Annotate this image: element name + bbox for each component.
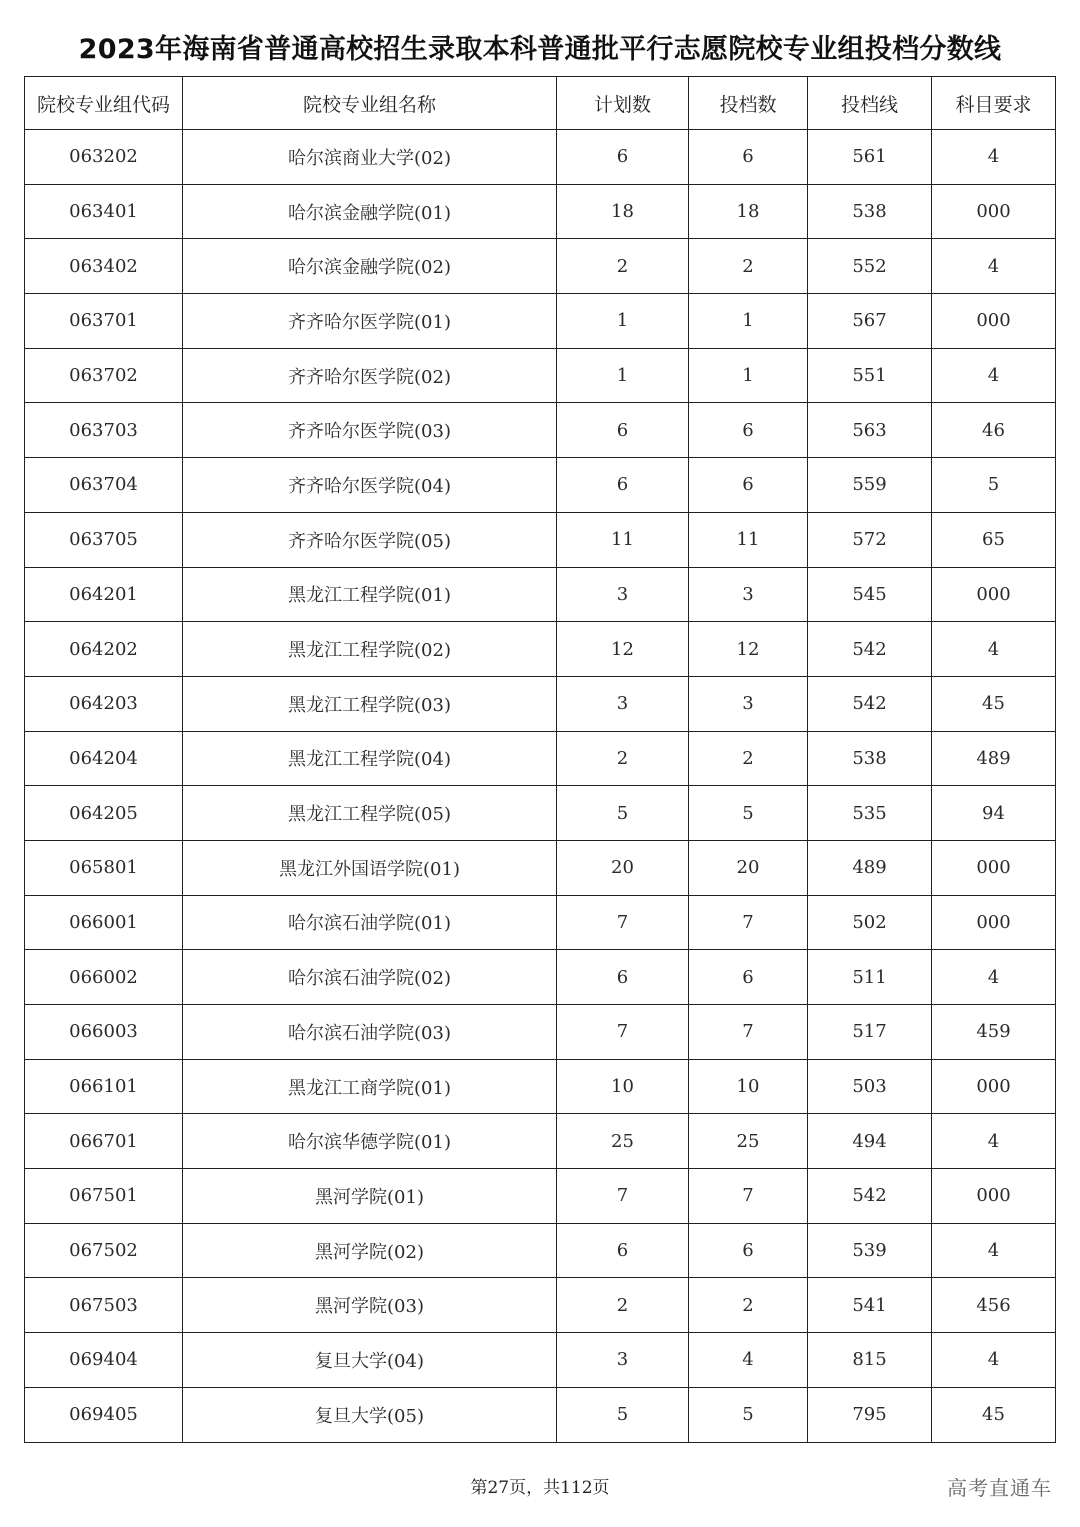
cell-group-name: 黑龙江外国语学院(01)	[183, 840, 557, 895]
table-row	[25, 1169, 1056, 1224]
cell-group-code: 064204	[25, 731, 183, 786]
cell-cutoff-score: 795	[808, 1387, 932, 1442]
cell-group-code: 067503	[25, 1278, 183, 1333]
cell-group-name: 哈尔滨石油学院(03)	[183, 1005, 557, 1060]
cell-subject-requirement: 4	[932, 1223, 1056, 1278]
cell-cutoff-score: 542	[808, 622, 932, 677]
column-header-admitted-count: 投档数	[689, 77, 808, 130]
cell-admitted-count: 3	[689, 567, 808, 622]
table-body	[25, 130, 1056, 1443]
cell-group-code: 063401	[25, 184, 183, 239]
cell-plan-count: 7	[557, 1005, 689, 1060]
cell-group-code: 064203	[25, 676, 183, 731]
table-row	[25, 130, 1056, 185]
cell-subject-requirement: 000	[932, 840, 1056, 895]
cell-subject-requirement: 489	[932, 731, 1056, 786]
table-row	[25, 348, 1056, 403]
cell-plan-count: 6	[557, 458, 689, 513]
cell-admitted-count: 2	[689, 1278, 808, 1333]
cell-admitted-count: 4	[689, 1333, 808, 1388]
table-row	[25, 950, 1056, 1005]
cell-subject-requirement: 65	[932, 512, 1056, 567]
table-row	[25, 458, 1056, 513]
cell-group-name: 齐齐哈尔医学院(01)	[183, 294, 557, 349]
table-row	[25, 840, 1056, 895]
cell-admitted-count: 12	[689, 622, 808, 677]
cell-plan-count: 6	[557, 403, 689, 458]
cell-admitted-count: 6	[689, 950, 808, 1005]
cell-admitted-count: 18	[689, 184, 808, 239]
cell-cutoff-score: 538	[808, 184, 932, 239]
cell-plan-count: 3	[557, 567, 689, 622]
cell-plan-count: 1	[557, 294, 689, 349]
cell-group-code: 063202	[25, 130, 183, 185]
cell-group-name: 哈尔滨石油学院(02)	[183, 950, 557, 1005]
cell-group-code: 063702	[25, 348, 183, 403]
cell-admitted-count: 25	[689, 1114, 808, 1169]
cell-cutoff-score: 561	[808, 130, 932, 185]
cell-admitted-count: 1	[689, 294, 808, 349]
table-row	[25, 1005, 1056, 1060]
cell-group-name: 齐齐哈尔医学院(05)	[183, 512, 557, 567]
cell-group-code: 067502	[25, 1223, 183, 1278]
cell-admitted-count: 6	[689, 403, 808, 458]
cell-group-code: 066001	[25, 895, 183, 950]
cell-group-code: 066701	[25, 1114, 183, 1169]
cell-group-name: 黑龙江工程学院(02)	[183, 622, 557, 677]
cell-subject-requirement: 000	[932, 1059, 1056, 1114]
cell-group-name: 齐齐哈尔医学院(04)	[183, 458, 557, 513]
cell-subject-requirement: 5	[932, 458, 1056, 513]
cell-plan-count: 25	[557, 1114, 689, 1169]
cell-admitted-count: 7	[689, 1005, 808, 1060]
cell-subject-requirement: 000	[932, 294, 1056, 349]
cell-group-code: 066101	[25, 1059, 183, 1114]
cell-group-code: 065801	[25, 840, 183, 895]
cell-group-code: 069404	[25, 1333, 183, 1388]
cell-admitted-count: 7	[689, 1169, 808, 1224]
cell-cutoff-score: 503	[808, 1059, 932, 1114]
cell-cutoff-score: 542	[808, 1169, 932, 1224]
cell-cutoff-score: 541	[808, 1278, 932, 1333]
cell-plan-count: 1	[557, 348, 689, 403]
cell-group-code: 066003	[25, 1005, 183, 1060]
cell-subject-requirement: 4	[932, 622, 1056, 677]
cell-group-name: 黑龙江工程学院(03)	[183, 676, 557, 731]
table-row	[25, 512, 1056, 567]
cell-admitted-count: 20	[689, 840, 808, 895]
cell-group-name: 齐齐哈尔医学院(02)	[183, 348, 557, 403]
cell-subject-requirement: 000	[932, 567, 1056, 622]
cell-cutoff-score: 572	[808, 512, 932, 567]
cell-subject-requirement: 4	[932, 130, 1056, 185]
cell-cutoff-score: 538	[808, 731, 932, 786]
cell-group-code: 064201	[25, 567, 183, 622]
cell-subject-requirement: 94	[932, 786, 1056, 841]
cell-plan-count: 11	[557, 512, 689, 567]
cell-plan-count: 6	[557, 1223, 689, 1278]
cell-group-name: 黑龙江工程学院(04)	[183, 731, 557, 786]
cell-cutoff-score: 502	[808, 895, 932, 950]
table-row	[25, 1223, 1056, 1278]
table-row	[25, 895, 1056, 950]
column-header-subject-requirement: 科目要求	[932, 77, 1056, 130]
table-row	[25, 622, 1056, 677]
cell-group-name: 哈尔滨华德学院(01)	[183, 1114, 557, 1169]
score-table	[24, 76, 1056, 1443]
table-row	[25, 1278, 1056, 1333]
cell-group-code: 064205	[25, 786, 183, 841]
cell-cutoff-score: 517	[808, 1005, 932, 1060]
table-row	[25, 239, 1056, 294]
cell-subject-requirement: 45	[932, 1387, 1056, 1442]
cell-plan-count: 6	[557, 950, 689, 1005]
cell-plan-count: 10	[557, 1059, 689, 1114]
cell-group-name: 哈尔滨石油学院(01)	[183, 895, 557, 950]
column-header-group-code: 院校专业组代码	[25, 77, 183, 130]
table-row	[25, 786, 1056, 841]
cell-group-name: 黑龙江工程学院(01)	[183, 567, 557, 622]
cell-group-code: 064202	[25, 622, 183, 677]
cell-subject-requirement: 000	[932, 895, 1056, 950]
cell-group-name: 齐齐哈尔医学院(03)	[183, 403, 557, 458]
cell-admitted-count: 5	[689, 786, 808, 841]
cell-group-code: 063402	[25, 239, 183, 294]
cell-admitted-count: 6	[689, 458, 808, 513]
cell-subject-requirement: 456	[932, 1278, 1056, 1333]
table-row	[25, 1059, 1056, 1114]
table-row	[25, 676, 1056, 731]
cell-admitted-count: 6	[689, 1223, 808, 1278]
table-row	[25, 1333, 1056, 1388]
cell-plan-count: 3	[557, 676, 689, 731]
table-row	[25, 184, 1056, 239]
table-row	[25, 294, 1056, 349]
cell-group-code: 066002	[25, 950, 183, 1005]
cell-cutoff-score: 563	[808, 403, 932, 458]
cell-cutoff-score: 567	[808, 294, 932, 349]
cell-plan-count: 6	[557, 130, 689, 185]
cell-group-name: 复旦大学(05)	[183, 1387, 557, 1442]
cell-group-code: 063701	[25, 294, 183, 349]
cell-group-code: 067501	[25, 1169, 183, 1224]
cell-group-name: 哈尔滨金融学院(02)	[183, 239, 557, 294]
cell-group-code: 063703	[25, 403, 183, 458]
cell-subject-requirement: 000	[932, 184, 1056, 239]
cell-plan-count: 7	[557, 1169, 689, 1224]
header-row	[25, 77, 1056, 130]
cell-cutoff-score: 552	[808, 239, 932, 294]
cell-subject-requirement: 4	[932, 348, 1056, 403]
cell-admitted-count: 6	[689, 130, 808, 185]
cell-plan-count: 2	[557, 731, 689, 786]
cell-cutoff-score: 551	[808, 348, 932, 403]
column-header-plan-count: 计划数	[557, 77, 689, 130]
table-row	[25, 1387, 1056, 1442]
cell-subject-requirement: 45	[932, 676, 1056, 731]
cell-admitted-count: 7	[689, 895, 808, 950]
cell-subject-requirement: 4	[932, 1114, 1056, 1169]
cell-admitted-count: 2	[689, 731, 808, 786]
cell-admitted-count: 10	[689, 1059, 808, 1114]
cell-group-name: 黑龙江工程学院(05)	[183, 786, 557, 841]
cell-plan-count: 3	[557, 1333, 689, 1388]
cell-cutoff-score: 542	[808, 676, 932, 731]
column-header-cutoff-score: 投档线	[808, 77, 932, 130]
cell-subject-requirement: 46	[932, 403, 1056, 458]
cell-plan-count: 5	[557, 1387, 689, 1442]
table-header	[25, 77, 1056, 130]
cell-plan-count: 12	[557, 622, 689, 677]
cell-subject-requirement: 000	[932, 1169, 1056, 1224]
cell-group-name: 黑河学院(03)	[183, 1278, 557, 1333]
table-row	[25, 403, 1056, 458]
cell-group-name: 黑河学院(02)	[183, 1223, 557, 1278]
cell-admitted-count: 2	[689, 239, 808, 294]
cell-cutoff-score: 545	[808, 567, 932, 622]
cell-admitted-count: 11	[689, 512, 808, 567]
cell-group-code: 069405	[25, 1387, 183, 1442]
cell-cutoff-score: 494	[808, 1114, 932, 1169]
cell-plan-count: 2	[557, 1278, 689, 1333]
cell-subject-requirement: 4	[932, 950, 1056, 1005]
cell-subject-requirement: 4	[932, 239, 1056, 294]
cell-group-name: 哈尔滨金融学院(01)	[183, 184, 557, 239]
cell-cutoff-score: 489	[808, 840, 932, 895]
cell-cutoff-score: 511	[808, 950, 932, 1005]
cell-plan-count: 18	[557, 184, 689, 239]
cell-cutoff-score: 815	[808, 1333, 932, 1388]
cell-plan-count: 7	[557, 895, 689, 950]
page-title: 2023年海南省普通高校招生录取本科普通批平行志愿院校专业组投档分数线	[78, 34, 1002, 65]
cell-group-code: 063705	[25, 512, 183, 567]
page-number: 第27页，共112页	[470, 1478, 610, 1498]
cell-plan-count: 20	[557, 840, 689, 895]
cell-cutoff-score: 559	[808, 458, 932, 513]
cell-group-name: 黑龙江工商学院(01)	[183, 1059, 557, 1114]
cell-admitted-count: 1	[689, 348, 808, 403]
table-row	[25, 567, 1056, 622]
cell-group-code: 063704	[25, 458, 183, 513]
cell-cutoff-score: 535	[808, 786, 932, 841]
cell-cutoff-score: 539	[808, 1223, 932, 1278]
cell-subject-requirement: 4	[932, 1333, 1056, 1388]
table-row	[25, 1114, 1056, 1169]
cell-plan-count: 5	[557, 786, 689, 841]
column-header-group-name: 院校专业组名称	[183, 77, 557, 130]
cell-subject-requirement: 459	[932, 1005, 1056, 1060]
table-row	[25, 731, 1056, 786]
watermark-text: 高考直通车	[947, 1476, 1052, 1500]
cell-group-name: 哈尔滨商业大学(02)	[183, 130, 557, 185]
cell-plan-count: 2	[557, 239, 689, 294]
cell-admitted-count: 5	[689, 1387, 808, 1442]
cell-group-name: 复旦大学(04)	[183, 1333, 557, 1388]
cell-group-name: 黑河学院(01)	[183, 1169, 557, 1224]
cell-admitted-count: 3	[689, 676, 808, 731]
